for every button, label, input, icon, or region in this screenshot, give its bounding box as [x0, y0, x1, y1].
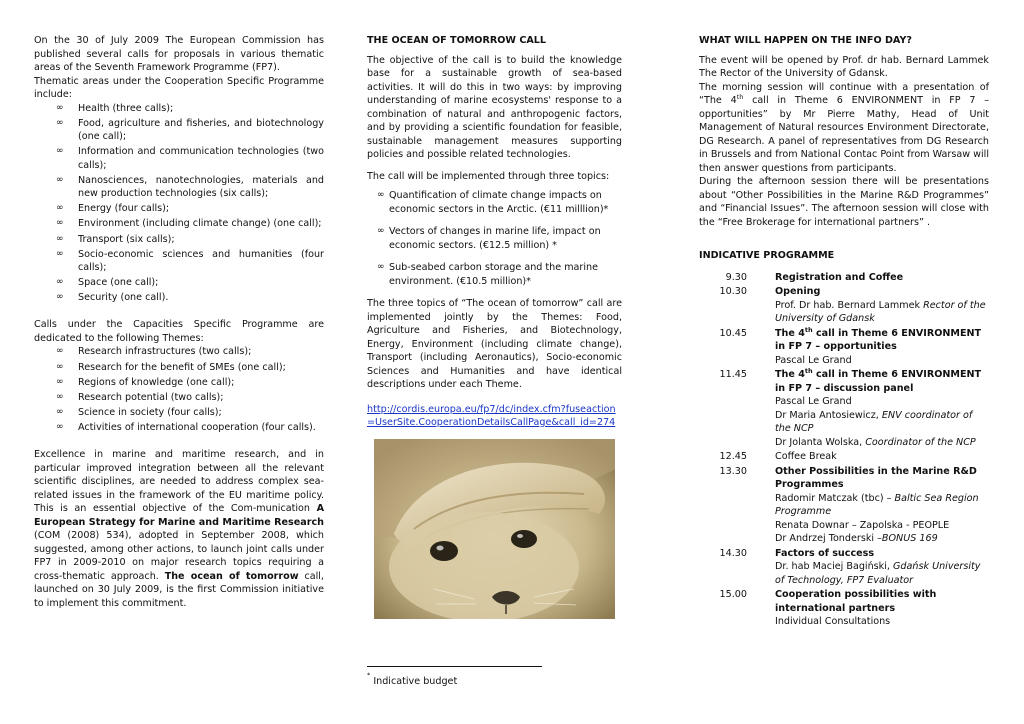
cooperation-theme-item: [34, 276, 324, 290]
programme-time: 15.00: [719, 589, 747, 600]
objective-paragraph: The objective of the call is to build the knowledge base for a sustainable growth of sea-based activities. It will do this in two ways: by improving understanding of marine ecosystems' response to a combination of natural and anthropogenic factors, and by providing a scientific foundation for feasible, sustainable management measures supporting policies and possible related technologies.: [367, 54, 622, 160]
capacities-theme-label: Regions of knowledge (one call);: [78, 376, 235, 388]
programme-speaker: Dr Maria Antosiewicz, ENV coordinator of the NCP: [775, 409, 973, 434]
programme-time: 10.45: [719, 327, 747, 339]
info-day-heading: WHAT WILL HAPPEN ON THE INFO DAY?: [699, 35, 912, 46]
cooperation-theme-label: Socio-economic sciences and humanities (four calls);: [78, 248, 324, 274]
infinity-bullet-icon: ∞: [56, 361, 64, 372]
column-right: [699, 34, 989, 630]
infinity-bullet-icon: ∞: [56, 248, 64, 259]
capacities-theme-item: [34, 345, 324, 359]
seal-pup-photo: [374, 439, 615, 619]
cooperation-themes-list: [34, 102, 324, 305]
afternoon-paragraph: During the afternoon session there will be presentations about “Other Possibilities in the Marine R&D Programmes” and “Financial Issues”. The afternoon session will close with the “Free Brokerage for international partners” .: [699, 176, 989, 228]
programme-entry: [775, 465, 989, 546]
infinity-bullet-icon: ∞: [56, 277, 64, 288]
programme-speaker: Dr Andrzej Tonderski –BONUS 169: [775, 533, 938, 544]
cooperation-theme-item: [34, 248, 324, 275]
programme-speaker: Pascal Le Grand: [775, 396, 852, 407]
programme-speaker: Radomir Matczak (tbc) – Baltic Sea Region Programme: [775, 492, 979, 517]
cooperation-theme-item: [34, 102, 324, 116]
programme-speaker: Pascal Le Grand: [775, 354, 852, 366]
topic-label: Sub-seabed carbon storage and the marine environment. (€10.5 million)*: [389, 262, 599, 287]
capacities-theme-item: [34, 376, 324, 390]
capacities-theme-label: Activities of international cooperation (four calls).: [78, 421, 316, 433]
infinity-bullet-icon: ∞: [56, 117, 64, 128]
infinity-bullet-icon: ∞: [56, 406, 64, 417]
programme-session-title: Opening: [775, 286, 821, 297]
capacities-theme-label: Science in society (four calls);: [78, 406, 222, 418]
topic-item: [367, 261, 622, 288]
programme-session-title: Factors of success: [775, 547, 875, 559]
programme-speaker-role: ENV coordinator of the NCP: [775, 409, 973, 434]
cooperation-theme-item: [34, 145, 324, 172]
infinity-bullet-icon: ∞: [56, 376, 64, 387]
programme-entry: [775, 547, 989, 588]
infinity-bullet-icon: ∞: [56, 102, 64, 113]
capacities-theme-label: Research infrastructures (two calls);: [78, 346, 252, 358]
programme-entry: [775, 368, 989, 449]
capacities-themes-list: [34, 345, 324, 434]
topics-intro: The call will be implemented through three topics:: [367, 170, 610, 182]
capacities-theme-item: [34, 361, 324, 375]
programme-speaker: Renata Downar – Zapolska - PEOPLE: [775, 519, 950, 531]
capacities-theme-item: [34, 421, 324, 435]
cordis-call-link[interactable]: http://cordis.europa.eu/fp7/dc/index.cfm?fuseaction=UserSite.CooperationDetailsCallPage&call_id=274: [367, 403, 616, 428]
infinity-bullet-icon: ∞: [56, 391, 64, 402]
column-left: [34, 34, 324, 610]
programme-session-title: The 4th call in Theme 6 ENVIRONMENT in FP 7 – opportunities: [775, 325, 982, 352]
topic-label: Quantification of climate change impacts on economic sectors in the Arctic. (€11 milllion)*: [389, 190, 609, 215]
cooperation-theme-label: Space (one call);: [78, 277, 159, 289]
infinity-bullet-icon: ∞: [56, 421, 64, 432]
programme-speaker: Prof. Dr hab. Bernard Lammek Rector of the University of Gdansk: [775, 299, 986, 324]
programme-speaker: Coffee Break: [775, 451, 837, 462]
programme-speaker-role: Coordinator of the NCP: [865, 436, 976, 448]
cooperation-theme-item: [34, 117, 324, 144]
programme-speaker: Dr. hab Maciej Bagiński, Gdańsk University of Technology, FP7 Evaluator: [775, 561, 981, 586]
capacities-theme-label: Research for the benefit of SMEs (one call);: [78, 361, 286, 373]
cooperation-theme-label: Health (three calls);: [78, 102, 174, 114]
cooperation-theme-label: Security (one call).: [78, 292, 169, 304]
programme-speaker: Dr Jolanta Wolska, Coordinator of the NCP: [775, 436, 976, 448]
programme-entry: [775, 588, 989, 629]
cooperation-theme-label: Food, agriculture and fisheries, and biotechnology (one call);: [78, 117, 324, 143]
cooperation-theme-item: [34, 202, 324, 216]
jointly-paragraph: The three topics of “The ocean of tomorrow” call are implemented jointly by the Themes: Food, Agriculture and Fisheries, and Biotechnology, Energy, Environment (including climate change), Transport (including Aeronautics), Socio-economic Sciences and Humanities and have identical descriptions under each Theme.: [367, 298, 622, 390]
intro-paragraph: On the 30 of July 2009 The European Commission has published several calls for proposals in various thematic areas of the Seventh Framework Programme (FP7).: [34, 35, 324, 73]
programme-entry: [775, 327, 989, 368]
infinity-bullet-icon: ∞: [377, 190, 385, 200]
excellence-paragraph: Excellence in marine and maritime research, and in particular improved integration between all the relevant scientific disciplines, are needed to address complex sea-related issues in the framework of the EU maritime policy. This is an essential objective of the Com-munication A European Strategy for Marine and Maritime Research (COM (2008) 534), adopted in September 2008, which suggested, among other actions, to launch joint calls under FP7 in 2009-2010 on major research topics requiring a cross-thematic approach. The ocean of tomorrow call, launched on 30 July 2009, is the first Commission initiative to implement this commitment.: [34, 449, 324, 609]
programme-entry: [775, 450, 989, 464]
infinity-bullet-icon: ∞: [56, 174, 64, 185]
programme-entry: [775, 271, 989, 285]
themes-intro: Thematic areas under the Cooperation Specific Programme include:: [34, 75, 324, 100]
cooperation-theme-label: Environment (including climate change) (one call);: [78, 218, 322, 230]
programme-speaker-role: Baltic Sea Region Programme: [775, 492, 979, 517]
programme-time: 10.30: [719, 286, 747, 297]
infinity-bullet-icon: ∞: [56, 146, 64, 157]
infinity-bullet-icon: ∞: [56, 203, 64, 214]
cooperation-theme-item: [34, 217, 324, 231]
programme-speaker-role: Rector of the University of Gdansk: [775, 299, 986, 324]
programme-time: 11.45: [719, 369, 747, 380]
opening-paragraph: The event will be opened by Prof. dr hab. Bernard Lammek The Rector of the University of Gdansk.: [699, 54, 989, 79]
footnote: * Indicative budget: [367, 671, 458, 687]
seal-pup-image: [374, 439, 615, 619]
programme-session-title: Registration and Coffee: [775, 271, 904, 283]
infinity-bullet-icon: ∞: [56, 292, 64, 303]
cooperation-theme-label: Nanosciences, nanotechnologies, materials and new production technologies (six calls);: [78, 174, 324, 200]
cooperation-theme-label: Transport (six calls);: [78, 233, 175, 245]
capacities-theme-label: Research potential (two calls);: [78, 391, 224, 403]
ocean-call-heading: THE OCEAN OF TOMORROW CALL: [367, 35, 547, 46]
cooperation-theme-item: [34, 174, 324, 201]
cooperation-theme-label: Energy (four calls);: [78, 203, 170, 215]
programme-entry: [775, 285, 989, 326]
morning-paragraph: The morning session will continue with a presentation of “The 4th call in Theme 6 ENVIRONMENT in FP 7 – opportunities” by Mr Pierre Mathy, Head of Unit Management of Natural resources Environment Directorate, DG Research. A panel of representatives from DG Research in Brussels and from National Contac Point from Warsaw will then answer questions from participants.: [699, 81, 989, 174]
infinity-bullet-icon: ∞: [56, 346, 64, 357]
programme-speaker: Individual Consultations: [775, 616, 891, 627]
infinity-bullet-icon: ∞: [377, 262, 385, 272]
programme-time: 13.30: [719, 465, 747, 477]
programme-time: 12.45: [719, 451, 747, 462]
topic-label: Vectors of changes in marine life, impact on economic sectors. (€12.5 million) *: [389, 226, 601, 251]
cooperation-theme-label: Information and communication technologies (two calls);: [78, 146, 324, 171]
programme-time: 9.30: [725, 271, 747, 283]
footnote-rule: [367, 666, 542, 667]
infinity-bullet-icon: ∞: [56, 233, 64, 244]
infinity-bullet-icon: ∞: [377, 226, 385, 236]
cooperation-theme-item: [34, 233, 324, 247]
programme-session-title: The 4th call in Theme 6 ENVIRONMENT in FP 7 – discussion panel: [775, 366, 982, 394]
column-middle: [367, 34, 622, 430]
topic-item: [367, 189, 622, 216]
programme-session-title: Other Possibilities in the Marine R&D Programmes: [775, 465, 977, 490]
programme-speaker-role: Gdańsk University of Technology, FP7 Evaluator: [775, 561, 981, 586]
infinity-bullet-icon: ∞: [56, 218, 64, 229]
capacities-theme-item: [34, 406, 324, 420]
programme-heading: INDICATIVE PROGRAMME: [699, 250, 835, 261]
capacities-theme-item: [34, 391, 324, 405]
capacities-intro: Calls under the Capacities Specific Programme are dedicated to the following Themes:: [34, 319, 324, 344]
programme-table: [699, 271, 989, 630]
programme-session-title: Cooperation possibilities with international partners: [775, 589, 937, 614]
topic-item: [367, 225, 622, 252]
topics-list: [367, 189, 622, 288]
programme-time: 14.30: [719, 547, 747, 559]
cooperation-theme-item: [34, 291, 324, 305]
programme-speaker-role: BONUS 169: [881, 533, 938, 544]
